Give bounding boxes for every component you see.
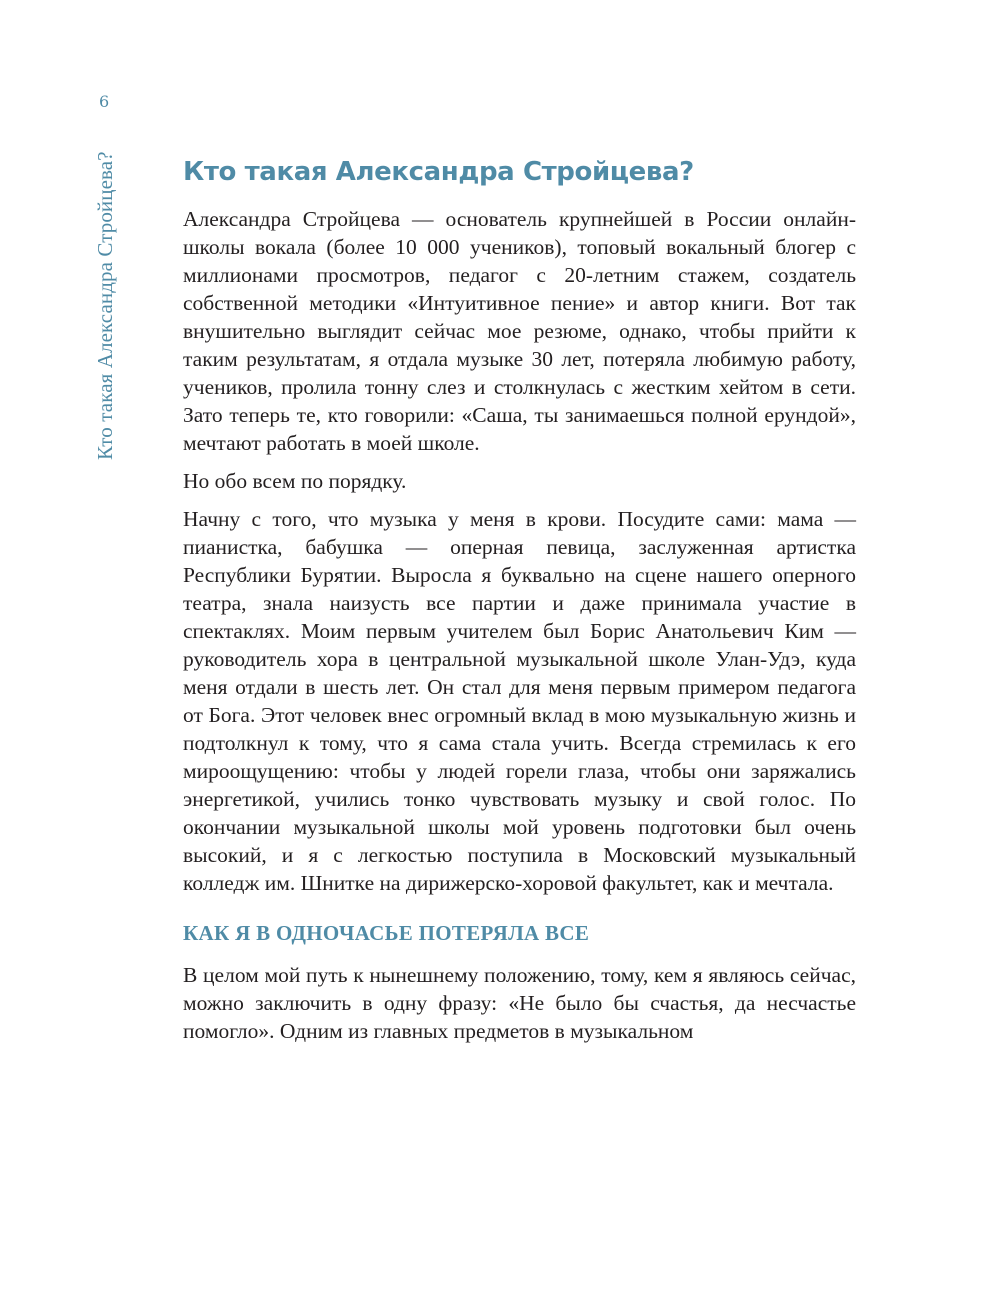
paragraph-childhood: Начну с того, что музыка у меня в крови. Посудите сами: мама — пианистка, бабушка — оперная певица, заслуженная артистка Республики Бурятии. Выросла я буквально на сцене нашего оперного театра, знала наизусть все партии и даже принимала участие в спектаклях. Моим первым учителем был Борис Анатольевич Ким — руководитель хора в центральной музыкальной школе Улан-Удэ, куда меня отдали в шесть лет. Он стал для меня первым примером педагога от Бога. Этот человек внес огромный вклад в мою музыкальную жизнь и подтолкнул к тому, что я сама стала учить. Всегда стремилась к его мироощущению: чтобы у людей горели глаза, чтобы они заряжались энергетикой, учились тонко чувствовать музыку и свой голос. По окончании музыкальной школы мой уровень подготовки был очень высокий, и я с легкостью поступила в Московский музыкальный колледж им. Шнитке на дирижерско-хоровой факультет, как и мечтала.	[183, 507, 856, 895]
running-head: Кто такая Александра Стройцева?	[93, 151, 117, 460]
subsection-title: КАК Я В ОДНОЧАСЬЕ ПОТЕРЯЛА ВСЕ	[183, 921, 590, 945]
section-title: Кто такая Александра Стройцева?	[183, 157, 694, 187]
paragraph-intro: Александра Стройцева — основатель крупнейшей в России онлайн-школы вокала (более 10 000 учеников), топовый вокальный блогер с миллионами просмотров, педагог с 20-летним стажем, создатель собственной методики «Интуитивное пение» и автор книги. Вот так внушительно выглядит сейчас мое резюме, однако, чтобы прийти к таким результатам, я отдала музыке 30 лет, потеряла любимую работу, учеников, пролила тонну слез и столкнулась с жестким хейтом в сети. Зато теперь те, кто говорили: «Саша, ты занимаешься полной ерундой», мечтают работать в моей школе.	[183, 207, 856, 455]
paragraph-path: В целом мой путь к нынешнему положению, тому, кем я являюсь сейчас, можно заключить в одну фразу: «Не было бы счастья, да несчастье помогло». Одним из главных предметов в музыкальном	[183, 963, 856, 1043]
page-content	[183, 152, 856, 1045]
page-number: 6	[99, 92, 110, 111]
paragraph-transition: Но обо всем по порядку.	[183, 469, 407, 493]
